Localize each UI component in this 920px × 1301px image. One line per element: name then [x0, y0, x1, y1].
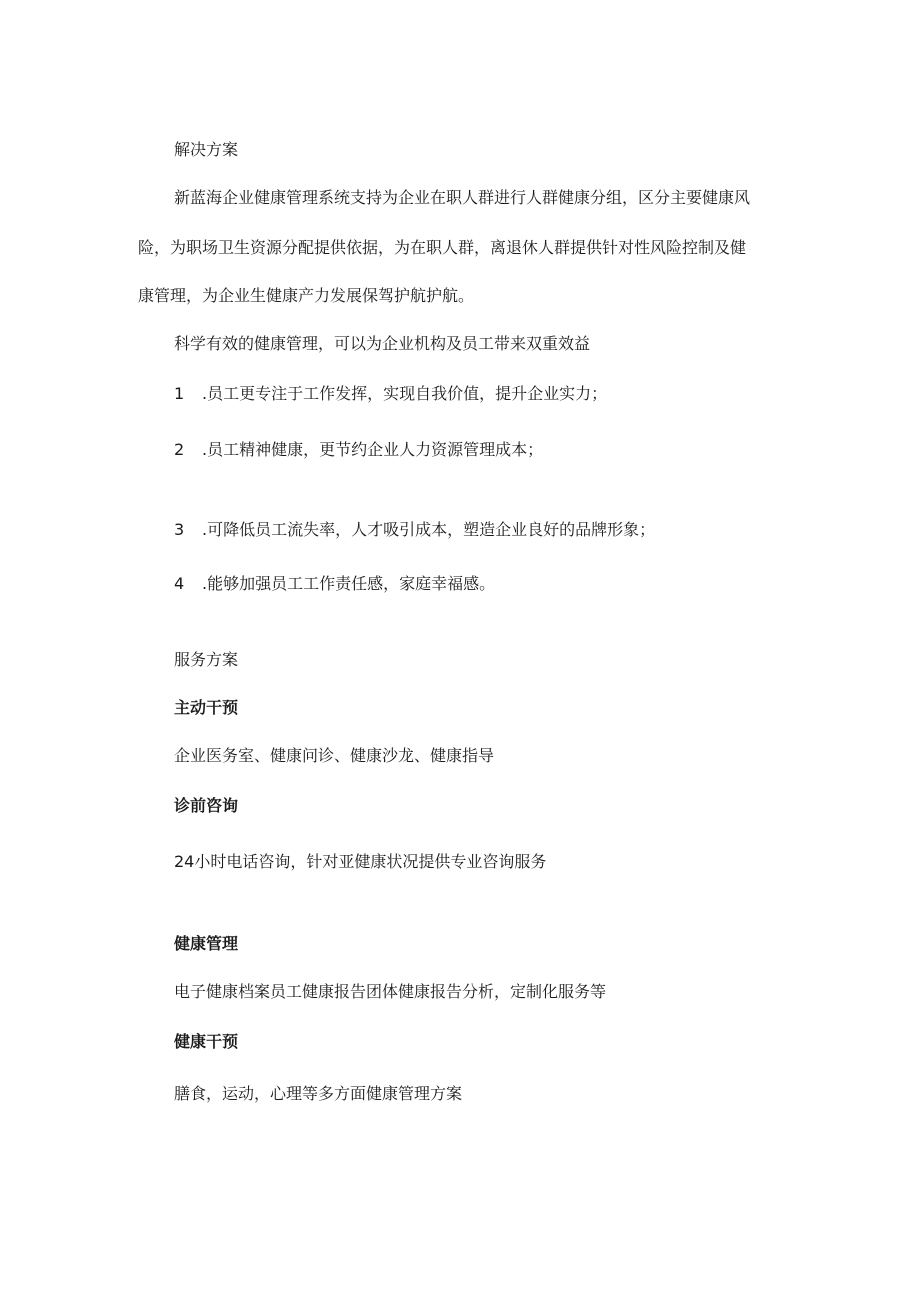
intro-paragraph-line-3: 康管理，为企业生健康产力发展保驾护航护航。	[138, 286, 475, 305]
intro-paragraph-line-1: 新蓝海企业健康管理系统支持为企业在职人群进行人群健康分组，区分主要健康风	[174, 188, 751, 207]
service-desc-health-intervention: 膳食，运动，心理等多方面健康管理方案	[174, 1084, 463, 1103]
benefit-text: .员工精神健康，更节约企业人力资源管理成本；	[202, 440, 544, 459]
benefit-text: .员工更专注于工作发挥，实现自我价值，提升企业实力；	[202, 384, 608, 403]
benefit-item-2	[174, 440, 543, 460]
section-heading-solution: 解决方案	[174, 140, 239, 159]
service-desc-health-management: 电子健康档案员工健康报告团体健康报告分析，定制化服务等	[174, 982, 607, 1001]
intro-paragraph-line-2: 险，为职场卫生资源分配提供依据，为在职人群，离退休人群提供针对性风险控制及健	[138, 238, 747, 257]
service-title-health-intervention: 健康干预	[174, 1032, 239, 1051]
service-desc-pre-consult: 24小时电话咨询，针对亚健康状况提供专业咨询服务	[174, 852, 547, 871]
benefit-number: 1	[174, 384, 185, 403]
benefit-number: 3	[174, 520, 185, 539]
benefit-number: 2	[174, 440, 185, 459]
benefit-number: 4	[174, 574, 185, 593]
benefit-text: .能够加强员工工作责任感，家庭幸福感。	[202, 574, 496, 593]
service-desc-active-intervention: 企业医务室、健康问诊、健康沙龙、健康指导	[174, 746, 495, 765]
service-title-active-intervention: 主动干预	[174, 698, 239, 717]
benefits-intro: 科学有效的健康管理，可以为企业机构及员工带来双重效益	[174, 334, 591, 353]
section-heading-service: 服务方案	[174, 650, 239, 669]
service-title-pre-consult: 诊前咨询	[174, 796, 239, 815]
service-title-health-management: 健康管理	[174, 934, 239, 953]
benefit-text: .可降低员工流失率，人才吸引成本，塑造企业良好的品牌形象；	[202, 520, 656, 539]
benefit-item-3	[174, 520, 655, 540]
benefit-item-4	[174, 574, 495, 594]
benefit-item-1	[174, 384, 607, 404]
